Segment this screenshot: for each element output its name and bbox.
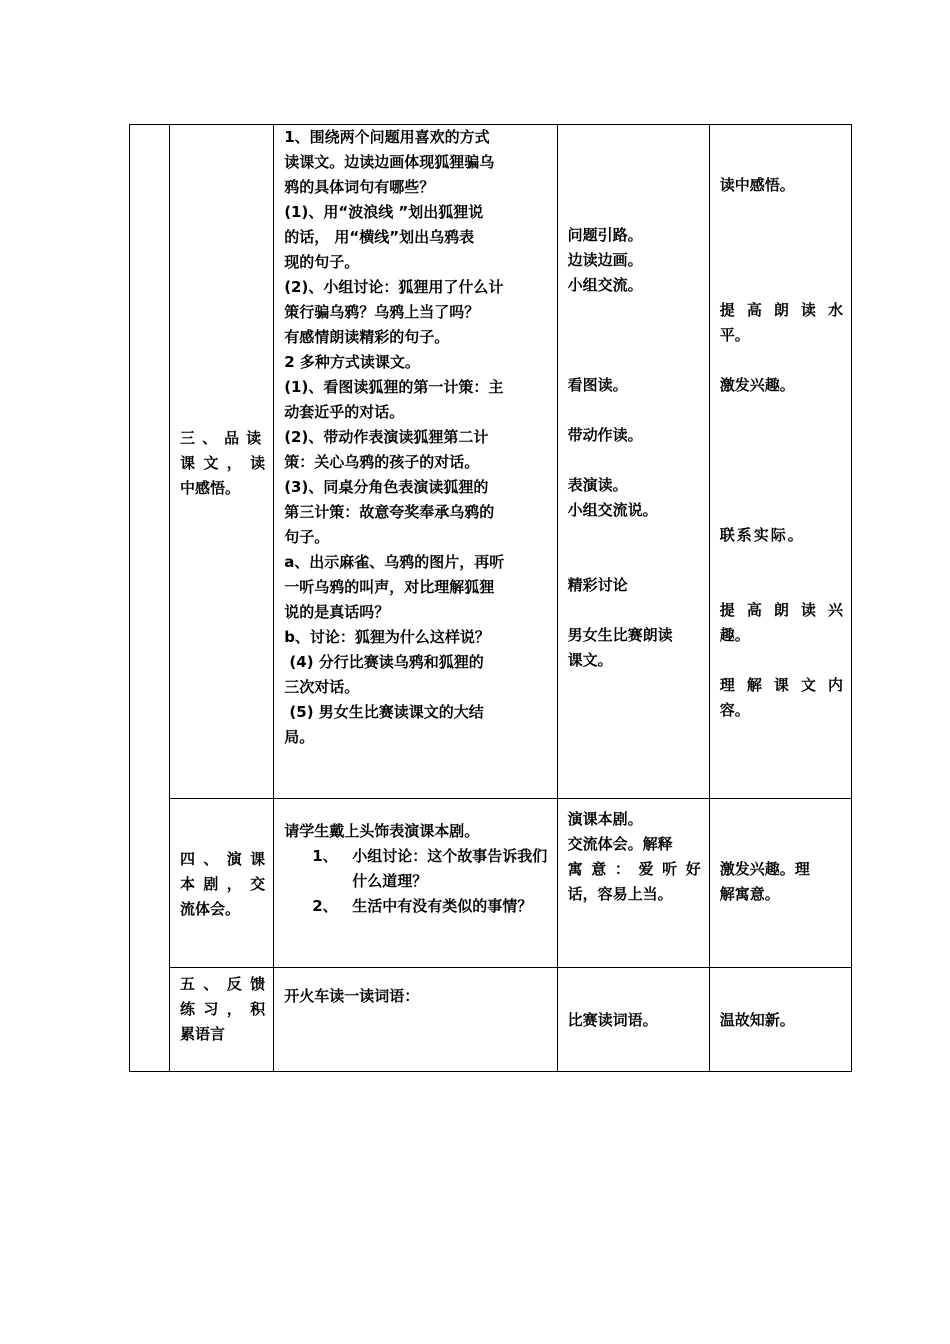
purpose-line: 提高朗读兴 (719, 601, 843, 619)
activity-line: b、讨论：狐狸为什么这样说？ (284, 628, 490, 646)
stage-line: 累语言 (180, 1025, 226, 1043)
activity-line: (1)、用“波浪线 ”划出狐狸说 (284, 203, 484, 221)
stage-line: 五、反馈 (180, 975, 266, 993)
activity-line: 一听乌鸦的叫声，对比理解狐狸 (284, 578, 495, 596)
purpose-line: 趣。 (719, 626, 750, 644)
stage-line: 流体会。 (180, 900, 241, 918)
activity-line: 的话， 用“横线”划出乌鸦表 (284, 228, 475, 246)
activity-line: 1、围绕两个问题用喜欢的方式 (284, 128, 490, 146)
activity-line: (1)、看图读狐狸的第一计策：主 (284, 378, 504, 396)
purpose-line: 联系实际。 (719, 526, 805, 544)
purposes-cell (709, 799, 851, 968)
purpose-line: 激发兴趣。 (719, 376, 795, 394)
activity-line: (5) 男女生比赛读课文的大结 (284, 703, 484, 721)
purpose-line: 解寓意。 (719, 885, 780, 903)
item-text: 小组讨论：这个故事告诉我们什么道理？ (352, 847, 548, 890)
activity-line: 局。 (284, 728, 315, 746)
numbered-item (284, 844, 548, 894)
left-margin-cell (130, 125, 170, 1072)
method-line: 问题引路。 (567, 226, 643, 244)
activity-line: 请学生戴上头饰表演课本剧。 (284, 822, 480, 840)
purpose-line: 温故知新。 (719, 1011, 795, 1029)
item-text: 生活中有没有类似的事情？ (352, 897, 533, 915)
method-line: 演课本剧。 (567, 810, 643, 828)
lesson-plan-table (129, 124, 852, 1072)
activity-line: (2)、带动作表演读狐狸第二计 (284, 428, 489, 446)
purposes-cell (709, 125, 851, 799)
activities-cell (274, 968, 557, 1072)
activity-line: 2 多种方式读课文。 (284, 353, 420, 371)
method-line: 比赛读词语。 (567, 1011, 658, 1029)
stage-line: 三、品读 (180, 429, 266, 447)
activity-line: 策：关心乌鸦的孩子的对话。 (284, 453, 480, 471)
stage-line: 四、演课 (180, 850, 266, 868)
activity-line: 现的句子。 (284, 253, 360, 271)
method-line: 看图读。 (567, 376, 628, 394)
activity-line: 读课文。边读边画体现狐狸骗乌 (284, 153, 495, 171)
stage-line: 课文，读 (180, 454, 266, 472)
stage-cell (170, 125, 274, 799)
activity-line: 策行骗乌鸦？乌鸦上当了吗？ (284, 303, 480, 321)
methods-cell (557, 125, 709, 799)
method-line: 小组交流。 (567, 276, 643, 294)
activity-line: (4) 分行比赛读乌鸦和狐狸的 (284, 653, 484, 671)
method-line: 边读边画。 (567, 251, 643, 269)
purpose-line: 容。 (719, 701, 750, 719)
table-row (130, 968, 852, 1072)
methods-cell (557, 968, 709, 1072)
table-row (130, 125, 852, 799)
item-number: 2、 (312, 897, 338, 915)
method-line: 课文。 (567, 651, 613, 669)
stage-cell (170, 968, 274, 1072)
purpose-line: 激发兴趣。理 (719, 860, 810, 878)
item-number: 1、 (312, 847, 338, 865)
stage-line: 中感悟。 (180, 479, 241, 497)
activity-line: 开火车读一读词语： (284, 987, 420, 1005)
numbered-item (284, 894, 548, 919)
method-line: 带动作读。 (567, 426, 643, 444)
purpose-line: 提高朗读水 (719, 301, 843, 319)
method-line: 男女生比赛朗读 (567, 626, 673, 644)
stage-cell (170, 799, 274, 968)
activity-line: (2)、小组讨论：狐狸用了什么计 (284, 278, 504, 296)
activity-line: 三次对话。 (284, 678, 360, 696)
activities-cell (274, 125, 557, 799)
activity-line: (3)、同桌分角色表演读狐狸的 (284, 478, 489, 496)
activity-line: 句子。 (284, 528, 330, 546)
activity-line: 第三计策：故意夸奖奉承乌鸦的 (284, 503, 495, 521)
purposes-cell (709, 968, 851, 1072)
activity-line: 说的是真话吗？ (284, 603, 390, 621)
activities-cell (274, 799, 557, 968)
activity-line: a、出示麻雀、乌鸦的图片，再听 (284, 553, 505, 571)
table-row (130, 799, 852, 968)
stage-line: 本剧，交 (180, 875, 266, 893)
method-line: 精彩讨论 (567, 576, 628, 594)
methods-cell (557, 799, 709, 968)
method-line: 话，容易上当。 (567, 885, 673, 903)
method-line: 小组交流说。 (567, 501, 658, 519)
method-line: 表演读。 (567, 476, 628, 494)
method-line: 寓意：爱听好 (567, 860, 701, 878)
purpose-line: 读中感悟。 (719, 176, 795, 194)
purpose-line: 平。 (719, 326, 750, 344)
stage-line: 练习，积 (180, 1000, 266, 1018)
purpose-line: 理解课文内 (719, 676, 843, 694)
activity-line: 有感情朗读精彩的句子。 (284, 328, 450, 346)
method-line: 交流体会。解释 (567, 835, 673, 853)
activity-line: 鸦的具体词句有哪些？ (284, 178, 435, 196)
activity-line: 动套近乎的对话。 (284, 403, 405, 421)
